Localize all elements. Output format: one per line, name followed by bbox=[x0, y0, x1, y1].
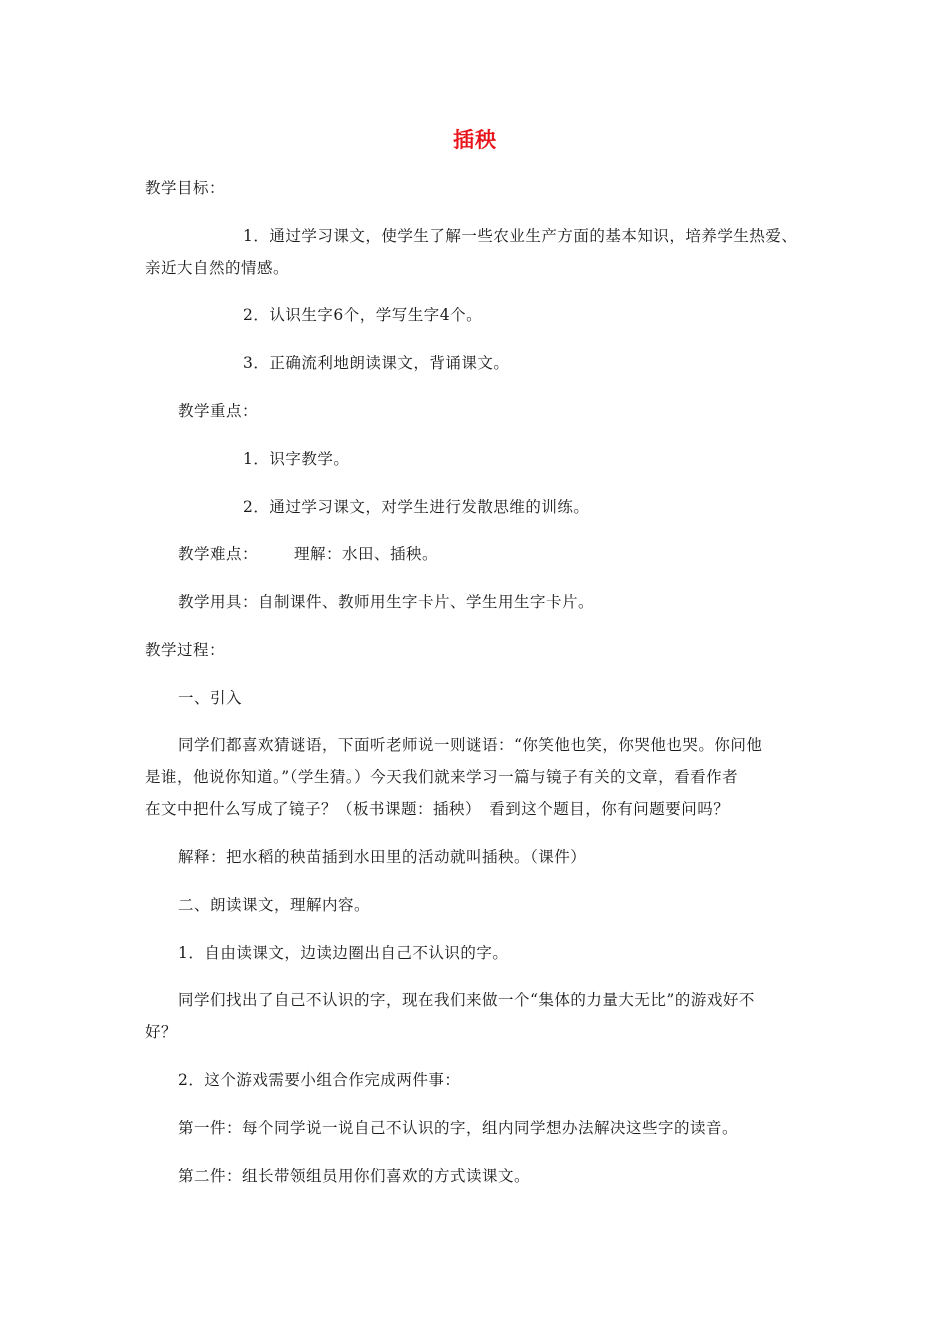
objectives-heading: 教学目标： bbox=[145, 179, 226, 197]
objective-item-2: 2．认识生字6个，学写生字4个。 bbox=[243, 306, 483, 324]
intro-line-3: 在文中把什么写成了镜子？（板书课题：插秧） 看到这个题目，你有问题要问吗？ bbox=[145, 800, 730, 818]
intro-line-2: 是谁，他说你知道。”（学生猜。）今天我们就来学习一篇与镜子有关的文章，看看作者 bbox=[145, 768, 739, 786]
section-2-heading: 二、朗读课文，理解内容。 bbox=[178, 896, 371, 914]
step-2: 2．这个游戏需要小组合作完成两件事： bbox=[178, 1071, 461, 1089]
key-point-item-1: 1．识字教学。 bbox=[243, 450, 350, 468]
process-heading: 教学过程： bbox=[145, 641, 226, 659]
task-2: 第二件：组长带领组员用你们喜欢的方式读课文。 bbox=[178, 1167, 531, 1185]
objective-item-1-line-2: 亲近大自然的情感。 bbox=[145, 259, 290, 277]
key-points-heading: 教学重点： bbox=[178, 402, 259, 420]
section-1-heading: 一、引入 bbox=[178, 689, 243, 707]
objective-item-1-line-1: 1．通过学习课文，使学生了解一些农业生产方面的基本知识，培养学生热爱、 bbox=[243, 227, 798, 245]
intro-line-1: 同学们都喜欢猜谜语，下面听老师说一则谜语：“你笑他也笑，你哭他也哭。你问他 bbox=[178, 736, 763, 754]
step-1: 1．自由读课文，边读边圈出自己不认识的字。 bbox=[178, 944, 509, 962]
difficulty-label: 教学难点： bbox=[178, 545, 259, 563]
task-1: 第一件：每个同学说一说自己不认识的字，组内同学想办法解决这些字的读音。 bbox=[178, 1119, 739, 1137]
key-point-item-2: 2．通过学习课文，对学生进行发散思维的训练。 bbox=[243, 498, 590, 516]
game-line-1: 同学们找出了自己不认识的字，现在我们来做一个“集体的力量大无比”的游戏好不 bbox=[178, 991, 755, 1009]
intro-paragraph bbox=[145, 729, 762, 825]
difficulty-line bbox=[178, 538, 438, 570]
game-paragraph bbox=[145, 984, 755, 1048]
objective-item-1 bbox=[145, 220, 797, 284]
difficulty-value: 理解：水田、插秧。 bbox=[294, 545, 439, 563]
document-title: 插秧 bbox=[453, 128, 497, 152]
game-line-2: 好？ bbox=[145, 1023, 178, 1041]
explanation: 解释：把水稻的秧苗插到水田里的活动就叫插秧。（课件） bbox=[178, 848, 587, 866]
teaching-tools: 教学用具：自制课件、教师用生字卡片、学生用生字卡片。 bbox=[178, 593, 595, 611]
objective-item-3: 3．正确流利地朗读课文，背诵课文。 bbox=[243, 354, 510, 372]
